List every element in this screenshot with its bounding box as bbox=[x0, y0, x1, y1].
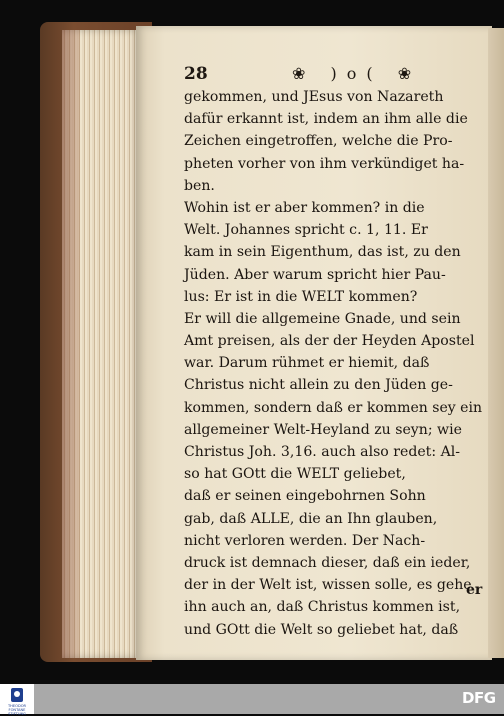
body-text bbox=[184, 86, 484, 641]
facing-page-edge bbox=[488, 28, 504, 658]
text-line: Wohin ist er aber kommen? in die bbox=[184, 199, 425, 216]
text-line: Zeichen eingetroffen, welche die Pro- bbox=[184, 133, 453, 150]
page-edge-shade bbox=[62, 30, 80, 658]
text-line: kommen, sondern daß er kommen sey ein bbox=[184, 399, 483, 416]
header-ornament: ❀ )o( ❀ bbox=[292, 64, 422, 83]
library-logo[interactable] bbox=[0, 684, 34, 714]
text-line: ihn auch an, daß Christus kommen ist, bbox=[184, 599, 461, 616]
text-line: Jüden. Aber warum spricht hier Pau- bbox=[184, 266, 446, 283]
text-line: nicht verloren werden. Der Nach- bbox=[184, 532, 426, 549]
catchword: er bbox=[466, 582, 483, 598]
text-line: druck ist demnach dieser, daß ein ieder, bbox=[184, 554, 471, 571]
text-line: pheten vorher von ihm verkündiget ha- bbox=[184, 155, 465, 172]
viewer-footer-bar bbox=[0, 684, 504, 714]
text-line: Welt. Johannes spricht c. 1, 11. Er bbox=[184, 222, 428, 239]
text-line: lus: Er ist in die WELT kommen? bbox=[184, 288, 418, 305]
text-line: der in der Welt ist, wissen solle, es gehe bbox=[184, 577, 472, 594]
text-line: Christus nicht allein zu den Jüden ge- bbox=[184, 377, 453, 394]
text-line: war. Darum rühmet er hiemit, daß bbox=[184, 355, 430, 372]
text-line: ben. bbox=[184, 177, 215, 194]
text-line: kam in sein Eigenthum, das ist, zu den bbox=[184, 244, 461, 261]
text-line: daß er seinen eingebohrnen Sohn bbox=[184, 488, 426, 505]
text-line: allgemeiner Welt-Heyland zu seyn; wie bbox=[184, 421, 462, 438]
text-line: dafür erkannt ist, indem an ihm alle die bbox=[184, 111, 468, 128]
text-line: gekommen, und JEsus von Nazareth bbox=[184, 89, 444, 105]
text-line: so hat GOtt die WELT geliebet, bbox=[184, 466, 406, 483]
text-line: gab, daß ALLE, die an Ihn glauben, bbox=[184, 510, 438, 527]
page-number: 28 bbox=[184, 64, 208, 84]
text-line: und GOtt die Welt so geliebet hat, daß bbox=[184, 621, 459, 638]
library-logo-caption: THEODOR FONTANE STIFTUNG bbox=[7, 704, 27, 716]
page-header bbox=[184, 64, 484, 86]
text-line: Amt preisen, als der der Heyden Apostel bbox=[184, 333, 475, 350]
library-emblem-icon bbox=[11, 688, 23, 702]
text-line: Christus Joh. 3,16. auch also redet: Al- bbox=[184, 444, 461, 460]
text-line: Er will die allgemeine Gnade, und sein bbox=[184, 310, 461, 327]
dfg-logo[interactable]: DFG bbox=[462, 689, 496, 707]
